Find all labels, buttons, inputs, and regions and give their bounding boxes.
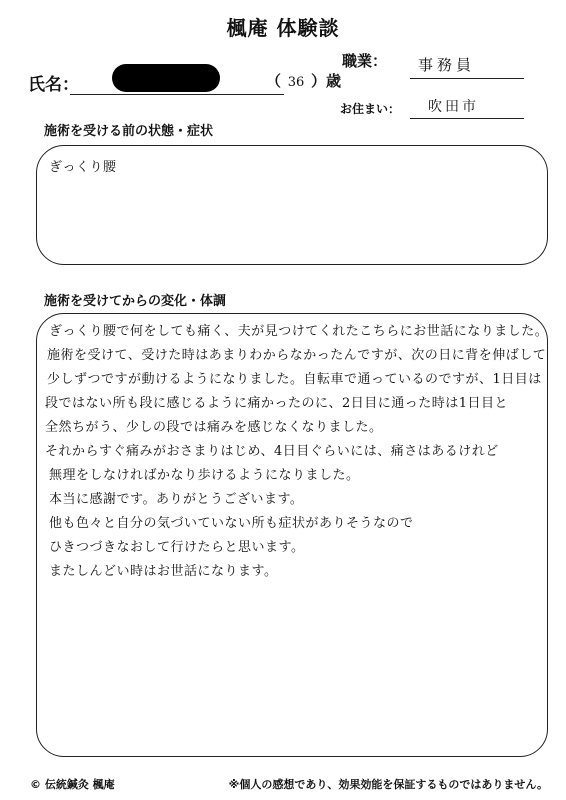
copyright: © 伝統鍼灸 楓庵 (30, 778, 115, 791)
age-open-paren: （ (266, 72, 282, 90)
name-redaction (112, 64, 220, 92)
name-underline (70, 94, 284, 95)
after-line: 段ではない所も段に感じるように痛かったのに、2日目に通った時は1日目と (45, 396, 509, 411)
age-field (266, 70, 341, 91)
after-section-label: 施術を受けてからの変化・体調 (44, 294, 227, 309)
occupation-value: 事務員 (418, 56, 476, 74)
after-line: それからすぐ痛みがおさまりはじめ、4日目ぐらいには、痛さはあるけれど (45, 444, 499, 459)
after-line: ひきつづきなおして行けたらと思います。 (49, 540, 305, 555)
before-box (36, 145, 548, 265)
after-line: 本当に感謝です。ありがとうございます。 (49, 492, 304, 507)
address-label: お住まい： (340, 102, 401, 116)
before-text: ぎっくり腰 (49, 160, 117, 175)
after-line: 他も色々と自分の気づいていない所も症状がありそうなので (49, 516, 414, 531)
name-label: 氏名： (28, 75, 79, 95)
address-underline (410, 118, 524, 119)
age-unit: ）歳 (311, 72, 342, 90)
address-value: 吹田市 (428, 99, 479, 115)
after-box (36, 313, 548, 757)
age-value: 36 (287, 75, 305, 90)
disclaimer: ※個人の感想であり、効果効能を保証するものではありません。 (228, 778, 548, 791)
after-text (45, 320, 549, 584)
before-section-label: 施術を受ける前の状態・症状 (44, 124, 214, 139)
occupation-underline (410, 78, 524, 79)
occupation-label: 職業： (342, 52, 388, 70)
after-line: 無理をしなければかなり歩けるようになりました。 (49, 468, 360, 483)
after-line: またしんどい時はお世話になります。 (49, 564, 278, 579)
page-title: 楓庵 体験談 (226, 16, 340, 40)
after-line: ぎっくり腰で何をしても痛く、夫が見つけてくれたこちらにお世話になりました。 (49, 324, 549, 339)
after-line: 全然ちがう、少しの段では痛みを感じなくなりました。 (45, 420, 383, 435)
after-line: 施術を受けて、受けた時はあまりわからなかったんですが、次の日に背を伸ばして (47, 348, 547, 363)
after-line: 少しずつですが動けるようになりました。自転車で通っているのですが、1日目は (47, 372, 542, 387)
